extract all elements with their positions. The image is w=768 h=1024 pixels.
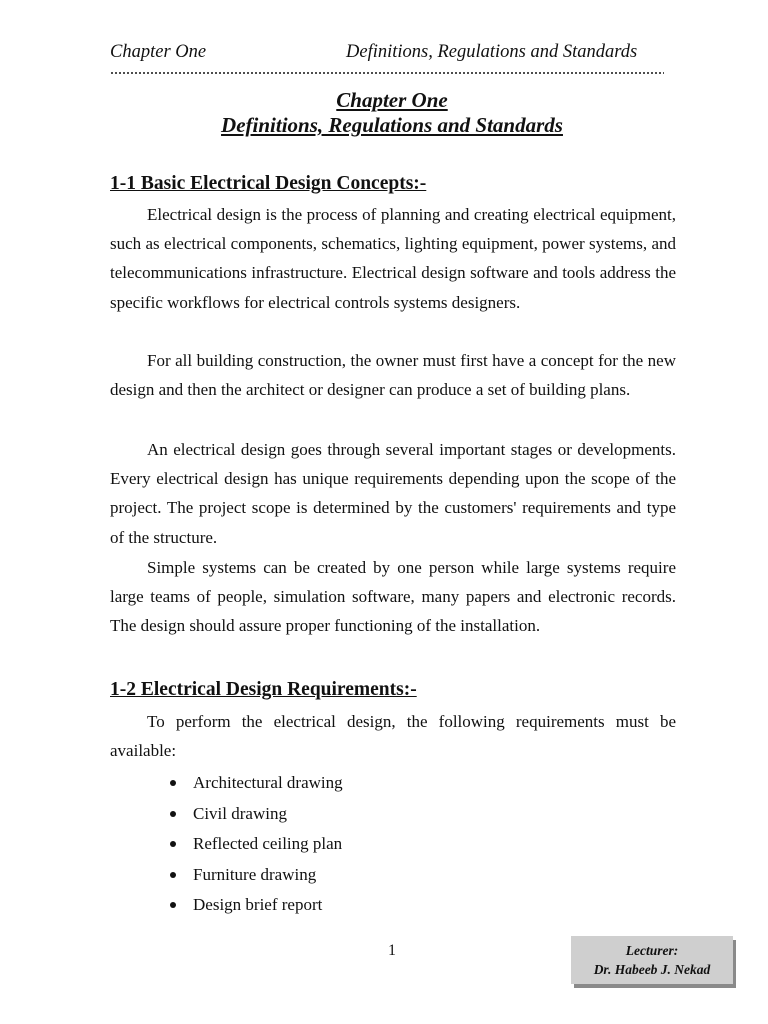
list-item-label: Architectural drawing <box>193 773 343 792</box>
chapter-title-line-1: Chapter One <box>336 88 448 112</box>
chapter-title <box>0 88 768 138</box>
list-item-label: Reflected ceiling plan <box>193 834 343 853</box>
list-item <box>166 799 343 830</box>
paragraph: Simple systems can be created by one person while large systems require large teams of people, simulation software, many papers and electronic records. The design should assure proper functioning of the installation. <box>110 558 676 636</box>
list-item <box>166 768 343 799</box>
list-item-label: Civil drawing <box>193 803 287 823</box>
list-item-label: Design brief report <box>193 895 323 914</box>
header-chapter: Chapter One <box>110 42 207 62</box>
section-heading-1-2: 1-2 Electrical Design Requirements:- <box>110 679 417 700</box>
requirements-list <box>166 768 343 921</box>
lecturer-name: Dr. Habeeb J. Nekad <box>593 962 711 977</box>
bullet-icon <box>170 780 176 786</box>
list-item <box>166 860 343 891</box>
chapter-title-line-2: Definitions, Regulations and Standards <box>221 113 563 137</box>
lecturer-label: Lecturer: <box>625 943 679 958</box>
bullet-icon <box>170 902 176 908</box>
paragraph: An electrical design goes through several important stages or developments. Every electrical design has unique requirements depending upon the scope of the project. The project scope is determined by the customers' requirements and type of the structure. <box>110 440 676 547</box>
paragraph: Electrical design is the process of planning and creating electrical equipment, such as electrical components, schematics, lighting equipment, power systems, and telecommunications infrastructure. Electrical design software and tools address the specific workflows for electrical controls systems designers. <box>110 205 676 312</box>
paragraph: For all building construction, the owner must first have a concept for the new design and then the architect or designer can produce a set of building plans. <box>110 351 676 400</box>
bullet-icon <box>170 872 176 878</box>
list-item <box>166 829 343 860</box>
bullet-icon <box>170 841 176 847</box>
header-chapter-title: Definitions, Regulations and Standards <box>346 42 638 62</box>
page-number: 1 <box>388 942 396 959</box>
list-item <box>166 890 343 921</box>
paragraph: To perform the electrical design, the following requirements must be available: <box>110 712 676 761</box>
bullet-icon <box>170 811 176 817</box>
section-heading-1-1: 1-1 Basic Electrical Design Concepts:- <box>110 173 427 194</box>
header-dotted-rule <box>110 72 664 74</box>
list-item-label: Furniture drawing <box>193 864 317 884</box>
lecturer-box <box>571 936 733 984</box>
